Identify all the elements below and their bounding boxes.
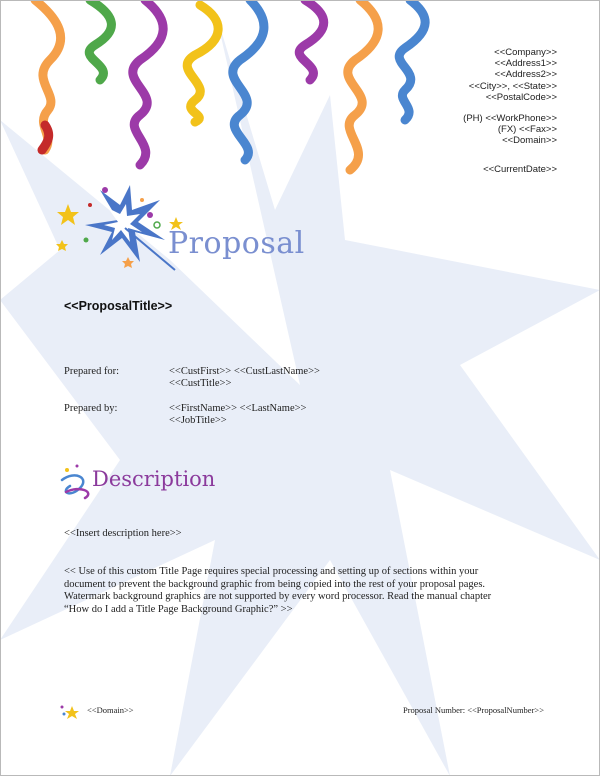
footer-domain: <<Domain>>	[87, 705, 134, 715]
footer-proposal-number: Proposal Number: <<ProposalNumber>>	[403, 705, 544, 715]
proposal-title: <<ProposalTitle>>	[64, 299, 173, 313]
prepared-by-title: <<JobTitle>>	[169, 415, 227, 426]
company-field: <<Company>>	[494, 47, 557, 58]
postal-code-field: <<PostalCode>>	[485, 91, 557, 103]
prepared-by-label: Prepared by:	[64, 403, 118, 414]
description-note: << Use of this custom Title Page requires special processing and setting up of sections within your document to prevent the background graphic from being copied into the rest of your proposal pages. Watermark background graphics are not supported by every word processor. Read the manual chapter “How do I add a Title Page Background Graphic?” >>	[64, 566, 492, 615]
address1-field: <<Address1>>	[494, 58, 557, 70]
domain-field: <<Domain>>	[502, 135, 557, 147]
prepared-by-name: <<FirstName>> <<LastName>>	[169, 403, 307, 414]
fax-field: (FX) <<Fax>>	[497, 124, 557, 136]
city-state-field: <<City>>, <<State>>	[468, 80, 557, 92]
current-date-field: <<CurrentDate>>	[483, 163, 557, 175]
prepared-for-label: Prepared for:	[64, 366, 120, 377]
description-heading: Description	[92, 467, 216, 491]
address2-field: <<Address2>>	[494, 69, 557, 81]
description-placeholder: <<Insert description here>>	[64, 528, 182, 539]
prepared-for-title: <<CustTitle>>	[169, 378, 232, 389]
phone-field: (PH) <<WorkPhone>>	[463, 113, 557, 125]
prepared-for-name: <<CustFirst>> <<CustLastName>>	[169, 366, 320, 377]
proposal-heading: Proposal	[168, 226, 305, 261]
address-block	[357, 47, 557, 175]
